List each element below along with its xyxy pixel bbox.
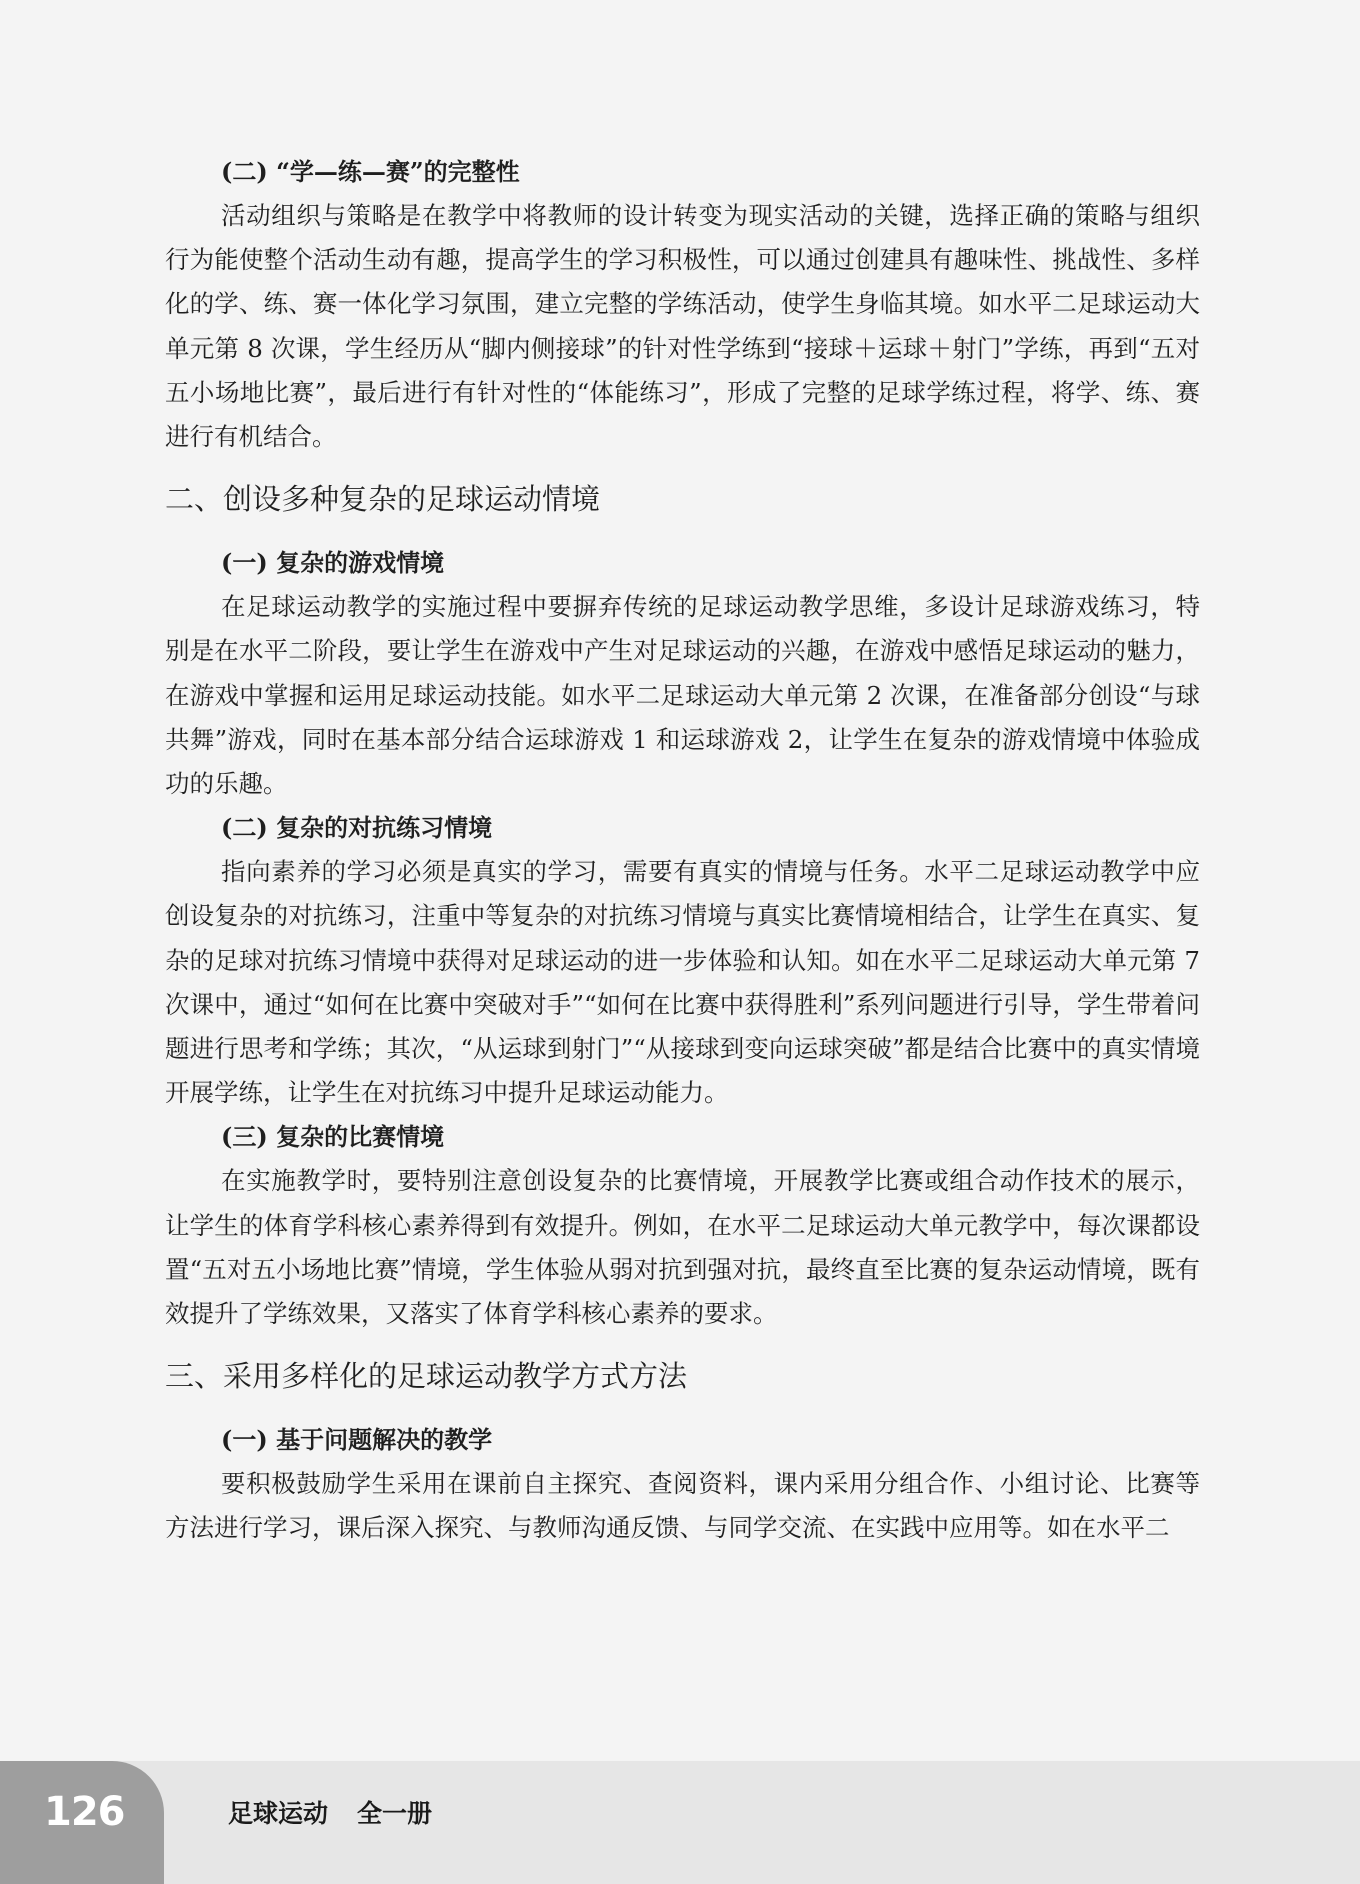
subheading-match-situation: (三) 复杂的比赛情境 [221,1122,445,1152]
subheading-integrity: (二) “学—练—赛”的完整性 [221,157,520,186]
paragraph-confrontation-situation: 指向素养的学习必须是真实的学习，需要有真实的情境与任务。水平二足球运动教学中应创设复杂的对抗练习，注重中等复杂的对抗练习情境与真实比赛情境相结合，让学生在真实、复杂的足球对抗练习情境中获得对足球运动的进一步体验和认知。如在水平二足球运动大单元第 7 次课中，通过“如何在比赛中突破对手”“如何在比赛中获得胜利”系列问题进行引导，学生带着问题进行思考和学练；其次，“从运球到射门”“从接球到变向运球突破”都是结合比赛中的真实情境开展学练，让学生在对抗练习中提升足球运动能力。 [165,857,1200,1108]
subheading-game-situation: (一) 复杂的游戏情境 [221,548,445,578]
page-content [165,150,1200,1551]
paragraph-problem-solving: 要积极鼓励学生采用在课前自主探究、查阅资料，课内采用分组合作、小组讨论、比赛等方法进行学习，课后深入探究、与教师沟通反馈、与同学交流、在实践中应用等。如在水平二 [165,1469,1200,1543]
paragraph-match-situation: 在实施教学时，要特别注意创设复杂的比赛情境，开展教学比赛或组合动作技术的展示，让学生的体育学科核心素养得到有效提升。例如，在水平二足球运动大单元教学中，每次课都设置“五对五小场地比赛”情境，学生体验从弱对抗到强对抗，最终直至比赛的复杂运动情境，既有效提升了学练效果，又落实了体育学科核心素养的要求。 [165,1166,1200,1329]
subheading-confrontation-situation: (二) 复杂的对抗练习情境 [221,813,493,843]
footer-band [0,1761,1360,1884]
paragraph-integrity: 活动组织与策略是在教学中将教师的设计转变为现实活动的关键，选择正确的策略与组织行为能使整个活动生动有趣，提高学生的学习积极性，可以通过创建具有趣味性、挑战性、多样化的学、练、赛一体化学习氛围，建立完整的学练活动，使学生身临其境。如水平二足球运动大单元第 8 次课，学生经历从“脚内侧接球”的针对性学练到“接球＋运球＋射门”学练，再到“五对五小场地比赛”，最后进行有针对性的“体能练习”，形成了完整的足球学练过程，将学、练、赛进行有机结合。 [165,201,1200,452]
section-title-situations: 二、创设多种复杂的足球运动情境 [165,482,601,517]
page-number: 126 [44,1789,125,1835]
paragraph-game-situation: 在足球运动教学的实施过程中要摒弃传统的足球运动教学思维，多设计足球游戏练习，特别是在水平二阶段，要让学生在游戏中产生对足球运动的兴趣，在游戏中感悟足球运动的魅力，在游戏中掌握和运用足球运动技能。如水平二足球运动大单元第 2 次课，在准备部分创设“与球共舞”游戏，同时在基本部分结合运球游戏 1 和运球游戏 2，让学生在复杂的游戏情境中体验成功的乐趣。 [165,592,1200,799]
book-title: 足球运动 [228,1799,329,1828]
subheading-problem-solving: (一) 基于问题解决的教学 [221,1425,493,1455]
section-title-methods: 三、采用多样化的足球运动教学方式方法 [165,1359,688,1394]
book-subtitle: 全一册 [357,1799,433,1828]
